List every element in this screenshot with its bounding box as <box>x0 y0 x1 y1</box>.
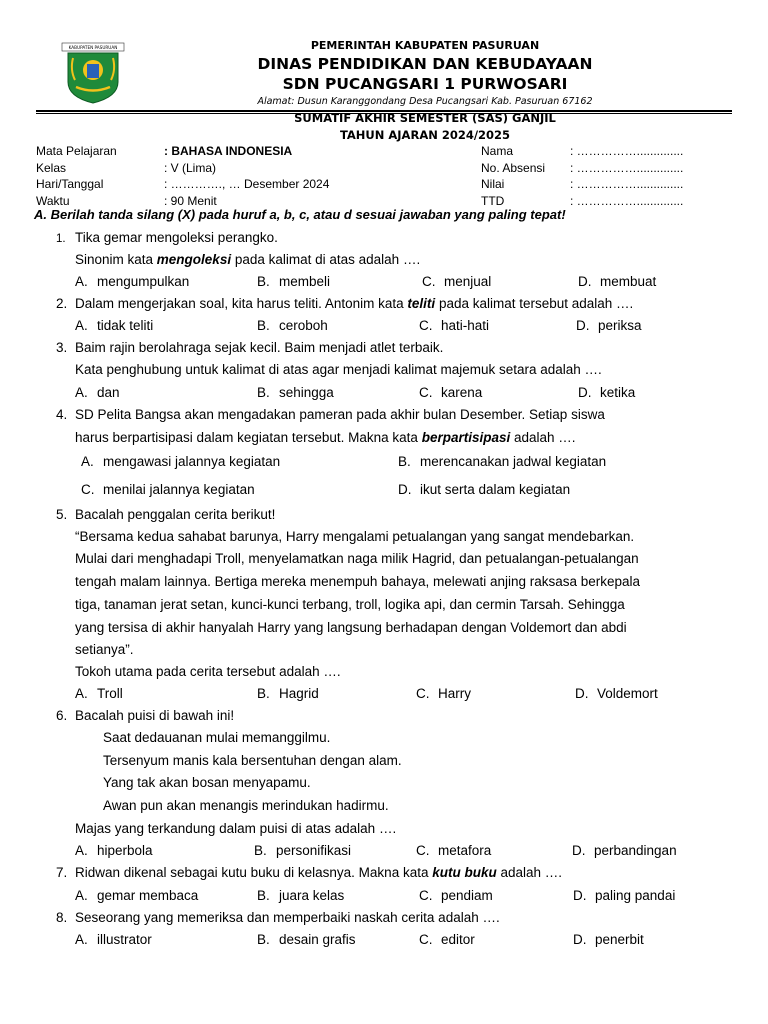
option-c[interactable]: C. hati-hati <box>419 318 490 333</box>
option-c[interactable]: C. metafora <box>416 843 492 858</box>
option-b[interactable]: B. juara kelas <box>257 888 345 903</box>
option-d[interactable]: D. Voldemort <box>575 686 658 701</box>
option-c[interactable]: C. editor <box>419 932 475 947</box>
info-label: Mata Pelajaran <box>36 144 117 158</box>
student-info <box>36 143 736 209</box>
question-stem <box>75 249 420 271</box>
subject-value: : BAHASA INDONESIA <box>164 144 293 158</box>
question-7 <box>56 862 562 884</box>
stem-text: pada kalimat tersebut adalah …. <box>435 296 634 311</box>
question-text: SD Pelita Bangsa akan mengadakan pameran pada akhir bulan Desember. Setiap siswa <box>75 407 605 422</box>
option-b[interactable]: B. membeli <box>257 274 331 289</box>
date-field[interactable]: : …………., … Desember 2024 <box>164 177 330 191</box>
option-d[interactable]: D. periksa <box>576 318 642 333</box>
info-label: Kelas <box>36 160 67 175</box>
question-6 <box>56 705 234 727</box>
option-c[interactable]: C. pendiam <box>419 888 493 903</box>
option-a[interactable]: A. tidak teliti <box>75 318 154 333</box>
question-number: 8. <box>56 910 68 925</box>
key-word: berpartisipasi <box>421 430 511 445</box>
story-line: setianya”. <box>75 642 134 657</box>
stem-text: adalah …. <box>496 865 563 880</box>
key-word: mengoleksi <box>156 252 232 267</box>
logo-text: KABUPATEN PASURUAN <box>68 45 118 50</box>
government-heading: PEMERINTAH KABUPATEN PASURUAN <box>310 39 540 52</box>
question-stem: Kata penghubung untuk kalimat di atas agar menjadi kalimat majemuk setara adalah …. <box>75 362 602 377</box>
question-number: 5. <box>56 507 68 522</box>
option-d[interactable]: D. ikut serta dalam kegiatan <box>398 482 571 497</box>
question-text: Tika gemar mengoleksi perangko. <box>75 230 278 245</box>
question-number: 1. <box>56 233 66 245</box>
info-label: Hari/Tanggal <box>36 177 104 191</box>
info-label: Waktu <box>36 193 70 208</box>
poem-line: Tersenyum manis kala bersentuhan dengan alam. <box>103 753 402 768</box>
option-b[interactable]: B. personifikasi <box>254 843 352 858</box>
info-label: TTD <box>481 193 505 208</box>
question-text: Bacalah penggalan cerita berikut! <box>75 507 276 522</box>
exam-year: TAHUN AJARAN 2024/2025 <box>339 128 511 142</box>
question-text: Seseorang yang memeriksa dan memperbaiki naskah cerita adalah …. <box>75 910 500 925</box>
option-a[interactable]: A. mengawasi jalannya kegiatan <box>81 454 281 469</box>
option-a[interactable]: A. illustrator <box>75 932 152 947</box>
question-number: 3. <box>56 340 68 355</box>
stem-text: Dalam mengerjakan soal, kita harus teliti. Antonim kata <box>75 296 408 311</box>
story-line: tiga, tanaman jerat setan, kunci-kunci terbang, troll, logika api, dan cermin Tarsah. Sehingga <box>75 597 625 612</box>
question-number: 2. <box>56 296 68 311</box>
option-a[interactable]: A. gemar membaca <box>75 888 199 903</box>
key-word: kutu buku <box>432 865 497 880</box>
school-name: SDN PUCANGSARI 1 PURWOSARI <box>282 75 568 93</box>
question-text: Bacalah puisi di bawah ini! <box>75 708 235 723</box>
option-a[interactable]: A. mengumpulkan <box>75 274 190 289</box>
option-b[interactable]: B. Hagrid <box>257 686 319 701</box>
question-8 <box>56 907 500 929</box>
story-line: “Bersama kedua sahabat barunya, Harry mengalami petualangan yang sangat mendebarkan. <box>75 529 635 544</box>
question-text: Baim rajin berolahraga sejak kecil. Baim menjadi atlet terbaik. <box>75 340 444 355</box>
agency-heading: DINAS PENDIDIKAN DAN KEBUDAYAAN <box>257 55 593 73</box>
option-d[interactable]: D. perbandingan <box>572 843 677 858</box>
poem-line: Awan pun akan menangis merindukan hadirmu. <box>103 798 389 813</box>
info-row <box>36 143 736 160</box>
key-word: teliti <box>407 296 436 311</box>
option-b[interactable]: B. sehingga <box>257 385 334 400</box>
option-c[interactable]: C. Harry <box>416 686 471 701</box>
signature-field[interactable]: : …………….............. <box>570 193 684 208</box>
stem-text: Ridwan dikenal sebagai kutu buku di kelasnya. Makna kata <box>75 865 433 880</box>
info-label: Nilai <box>481 177 505 191</box>
option-b[interactable]: B. merencanakan jadwal kegiatan <box>398 454 607 469</box>
class-value: : V (Lima) <box>164 160 217 175</box>
question-4 <box>56 404 605 426</box>
exam-title: SUMATIF AKHIR SEMESTER (SAS) GANJIL <box>294 111 556 125</box>
info-row <box>36 160 736 177</box>
story-line: tengah malam lainnya. Bertiga mereka menempuh bahaya, melewati anjing raksasa berkepala <box>75 574 641 589</box>
option-a[interactable]: A. Troll <box>75 686 123 701</box>
story-line: Mulai dari menghadapi Troll, menyelamatkan naga milik Hagrid, dan petualangan-petualangan <box>75 551 639 566</box>
question-number: 6. <box>56 708 68 723</box>
poem-line: Yang tak akan bosan menyapamu. <box>103 775 311 790</box>
option-a[interactable]: A. dan <box>75 385 120 400</box>
option-b[interactable]: B. desain grafis <box>257 932 356 947</box>
option-c[interactable]: C. karena <box>419 385 483 400</box>
stem-text: adalah …. <box>510 430 576 445</box>
section-instruction: A. Berilah tanda silang (X) pada huruf a, b, c, atau d sesuai jawaban yang paling tepat! <box>34 207 566 222</box>
school-address: Alamat: Dusun Karanggondang Desa Pucangsari Kab. Pasuruan 67162 <box>257 96 593 107</box>
question-3 <box>56 337 443 359</box>
stem-text: Sinonim kata <box>75 252 157 267</box>
option-d[interactable]: D. paling pandai <box>573 888 676 903</box>
option-c[interactable]: C. menilai jalannya kegiatan <box>81 482 255 497</box>
regency-emblem-icon <box>48 42 138 104</box>
option-c[interactable]: C. menjual <box>422 274 492 289</box>
stem-text: pada kalimat di atas adalah …. <box>231 252 421 267</box>
question-number: 4. <box>56 407 68 422</box>
question-number: 7. <box>56 865 68 880</box>
score-field[interactable]: : …………….............. <box>570 177 684 191</box>
option-d[interactable]: D. ketika <box>578 385 636 400</box>
option-a[interactable]: A. hiperbola <box>75 843 153 858</box>
option-b[interactable]: B. ceroboh <box>257 318 328 333</box>
option-d[interactable]: D. membuat <box>578 274 657 289</box>
absence-number-field[interactable]: : …………….............. <box>570 160 684 175</box>
poem-line: Saat dedauanan mulai memanggilmu. <box>103 730 331 745</box>
info-row <box>36 176 736 193</box>
info-label: Nama <box>481 144 514 158</box>
question-2 <box>56 293 633 315</box>
question-5 <box>56 504 275 526</box>
info-label: No. Absensi <box>481 160 546 175</box>
option-d[interactable]: D. penerbit <box>573 932 644 947</box>
stem-text: harus berpartisipasi dalam kegiatan tersebut. Makna kata <box>75 430 422 445</box>
duration-value: : 90 Menit <box>164 193 217 208</box>
story-line: yang tersisa di akhir hanyalah Harry yang langsung berhadapan dengan Voldemort dan abdi <box>75 620 627 635</box>
question-stem: Majas yang terkandung dalam puisi di atas adalah …. <box>75 821 397 836</box>
name-field[interactable]: : …………….............. <box>570 144 684 158</box>
question-1 <box>56 227 278 250</box>
question-stem <box>75 427 576 449</box>
question-stem: Tokoh utama pada cerita tersebut adalah …. <box>75 664 341 679</box>
